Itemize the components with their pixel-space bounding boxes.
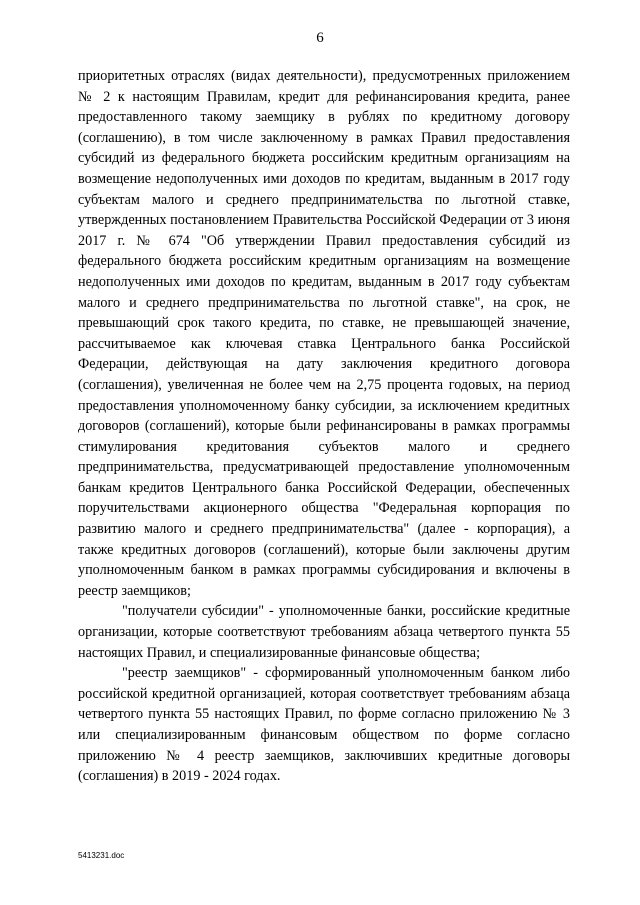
document-body bbox=[78, 66, 570, 787]
page-number: 6 bbox=[316, 30, 324, 46]
paragraph-subsidy-recipients-definition: "получатели субсидии" - уполномоченные банки, российские кредитные организации, которые соответствуют требованиям абзаца четвертого пункта 55 настоящих Правил, и специализированные финансовые общества; bbox=[78, 603, 570, 661]
document-file-code: 5413231.doc bbox=[78, 851, 125, 860]
paragraph-borrower-registry-definition: "реестр заемщиков" - сформированный уполномоченным банком либо российской кредитной организацией, которая соответствует требованиям абзаца четвертого пункта 55 настоящих Правил, по форме согласно приложению № 3 или специализированным финансовым обществом по форме согласно приложению № 4 реестр заемщиков, заключивших кредитные договоры (соглашения) в 2019 - 2024 годах. bbox=[78, 665, 570, 785]
paragraph-continuation: приоритетных отраслях (видах деятельности), предусмотренных приложением № 2 к настоящим Правилам, кредит для рефинансирования кредита, ранее предоставленного такому заемщику в рублях по кредитному договору (соглашению), в том числе заключенному в рамках Правил предоставления субсидий из федерального бюджета российским кредитным организациям на возмещение недополученных ими доходов по кредитам, выданным в 2017 году субъектам малого и среднего предпринимательства по льготной ставке, утвержденных постановлением Правительства Российской Федерации от 3 июня 2017 г. № 674 "Об утверждении Правил предоставления субсидий из федерального бюджета российским кредитным организациям на возмещение недополученных ими доходов по кредитам, выданным в 2017 году субъектам малого и среднего предпринимательства по льготной ставке", на срок, не превышающий срок такого кредита, по ставке, не превышающей значение, рассчитываемое как ключевая ставка Центрального банка Российской Федерации, действующая на дату заключения кредитного договора (соглашения), увеличенная не более чем на 2,75 процента годовых, на период предоставления уполномоченному банку субсидии, за исключением кредитных договоров (соглашений), которые были рефинансированы в рамках программы стимулирования кредитования субъектов малого и среднего предпринимательства, предусматривающей предоставление уполномоченным банкам кредитов Центрального банка Российской Федерации, обеспеченных поручительствами акционерного общества "Федеральная корпорация по развитию малого и среднего предпринимательства" (далее - корпорация), а также кредитных договоров (соглашений), которые были заключены другим уполномоченным банком в рамках программы субсидирования и включены в реестр заемщиков; bbox=[78, 68, 570, 599]
